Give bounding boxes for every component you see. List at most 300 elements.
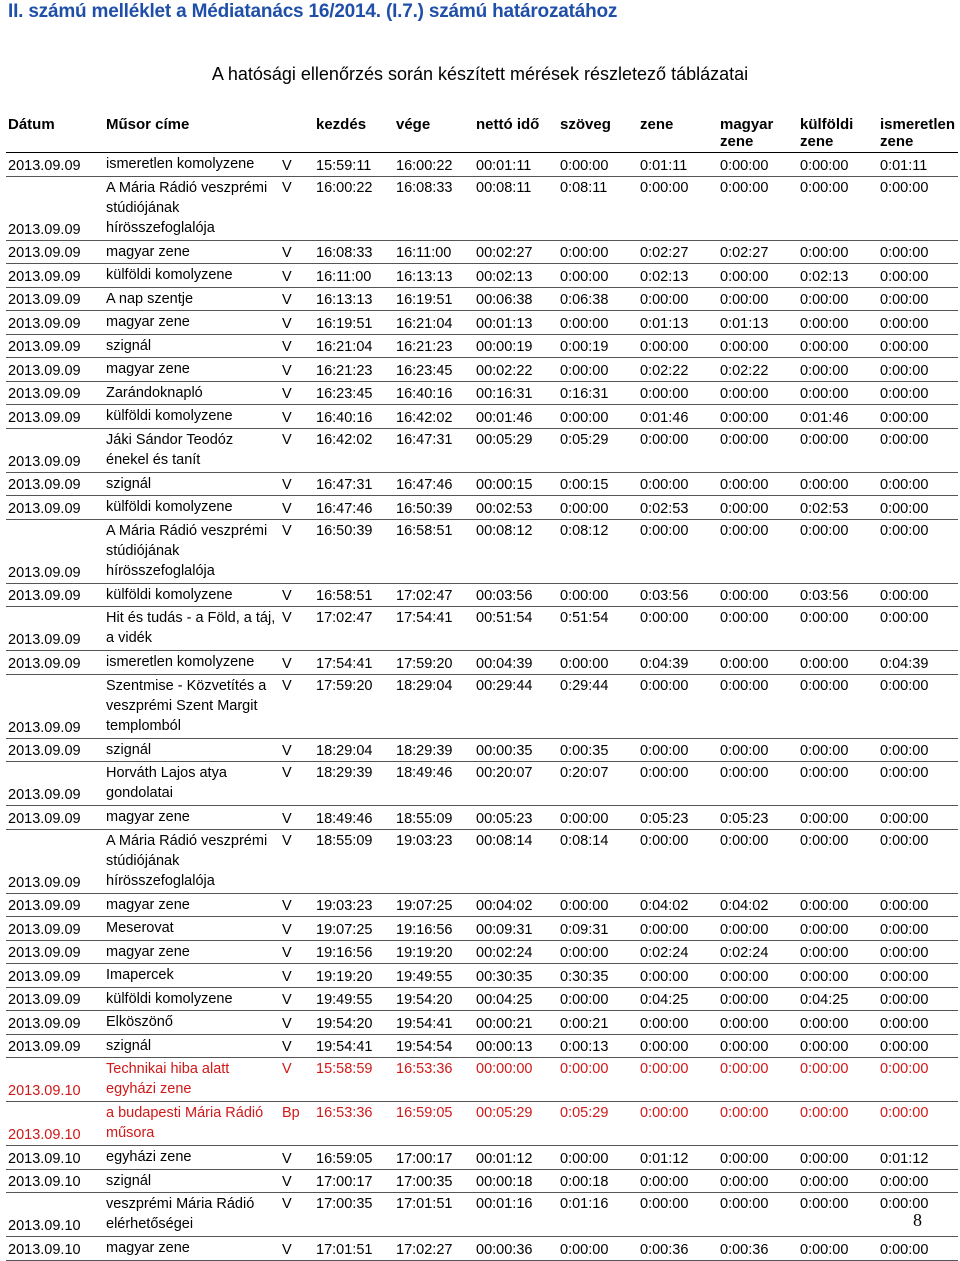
cell-date: 2013.09.09: [6, 240, 104, 264]
cell-net-time: 00:02:22: [474, 358, 558, 382]
table-body: [6, 153, 958, 1261]
cell-hungarian-music: 0:00:00: [718, 176, 798, 240]
cell-net-time: 00:16:31: [474, 381, 558, 405]
cell-unknown-music: 0:00:00: [878, 428, 958, 472]
cell-net-time: 00:01:11: [474, 153, 558, 177]
table-row: [6, 651, 958, 675]
cell-foreign-music: 0:00:00: [798, 472, 878, 496]
cell-date: 2013.09.10: [6, 1146, 104, 1170]
cell-text: 0:00:00: [558, 311, 638, 335]
cell-start: 16:50:39: [314, 519, 394, 583]
table-row: [6, 334, 958, 358]
cell-start: 16:42:02: [314, 428, 394, 472]
cell-start: 17:00:35: [314, 1193, 394, 1237]
cell-program: Hit és tudás - a Föld, a táj, a vidék: [104, 607, 280, 651]
cell-start: 15:59:11: [314, 153, 394, 177]
cell-music: 0:00:00: [638, 674, 718, 738]
cell-type: V: [280, 153, 314, 177]
cell-type: V: [280, 806, 314, 830]
cell-date: 2013.09.09: [6, 738, 104, 762]
cell-start: 16:00:22: [314, 176, 394, 240]
table-row: [6, 583, 958, 607]
cell-hungarian-music: 0:00:36: [718, 1237, 798, 1261]
table-row: [6, 240, 958, 264]
cell-type: V: [280, 893, 314, 917]
cell-hungarian-music: 0:00:00: [718, 987, 798, 1011]
cell-text: 0:00:35: [558, 738, 638, 762]
cell-date: 2013.09.09: [6, 519, 104, 583]
table-row: [6, 1146, 958, 1170]
cell-music: 0:00:00: [638, 829, 718, 893]
cell-program: magyar zene: [104, 1237, 280, 1261]
cell-start: 19:54:41: [314, 1034, 394, 1058]
cell-end: 17:00:35: [394, 1169, 474, 1193]
cell-program: magyar zene: [104, 358, 280, 382]
cell-net-time: 00:08:12: [474, 519, 558, 583]
cell-foreign-music: 0:00:00: [798, 358, 878, 382]
col-header-hungarian-music: magyar zene: [718, 112, 798, 153]
cell-net-time: 00:29:44: [474, 674, 558, 738]
cell-text: 0:00:00: [558, 1237, 638, 1261]
table-row: [6, 176, 958, 240]
cell-foreign-music: 0:02:13: [798, 264, 878, 288]
cell-net-time: 00:09:31: [474, 917, 558, 941]
cell-date: 2013.09.09: [6, 1034, 104, 1058]
cell-text: 0:00:13: [558, 1034, 638, 1058]
cell-foreign-music: 0:00:00: [798, 240, 878, 264]
cell-type: V: [280, 1169, 314, 1193]
cell-foreign-music: 0:00:00: [798, 607, 878, 651]
cell-unknown-music: 0:00:00: [878, 738, 958, 762]
cell-start: 16:47:31: [314, 472, 394, 496]
cell-unknown-music: 0:00:00: [878, 334, 958, 358]
cell-net-time: 00:04:39: [474, 651, 558, 675]
cell-hungarian-music: 0:00:00: [718, 829, 798, 893]
cell-program: Meserovat: [104, 917, 280, 941]
table-row: [6, 1058, 958, 1102]
cell-type: V: [280, 496, 314, 520]
cell-end: 16:42:02: [394, 405, 474, 429]
cell-unknown-music: 0:00:00: [878, 264, 958, 288]
cell-date: 2013.09.09: [6, 940, 104, 964]
cell-text: 0:08:11: [558, 176, 638, 240]
cell-program: külföldi komolyzene: [104, 583, 280, 607]
cell-net-time: 00:30:35: [474, 964, 558, 988]
col-header-type: [280, 112, 314, 153]
cell-hungarian-music: 0:00:00: [718, 762, 798, 806]
cell-hungarian-music: 0:00:00: [718, 738, 798, 762]
cell-end: 18:49:46: [394, 762, 474, 806]
table-row: [6, 738, 958, 762]
cell-start: 19:16:56: [314, 940, 394, 964]
cell-start: 18:55:09: [314, 829, 394, 893]
cell-date: 2013.09.09: [6, 964, 104, 988]
cell-end: 17:00:17: [394, 1146, 474, 1170]
cell-music: 0:00:00: [638, 762, 718, 806]
cell-unknown-music: 0:00:00: [878, 583, 958, 607]
cell-type: V: [280, 964, 314, 988]
cell-start: 16:11:00: [314, 264, 394, 288]
cell-type: V: [280, 1146, 314, 1170]
cell-end: 16:11:00: [394, 240, 474, 264]
cell-start: 15:58:59: [314, 1058, 394, 1102]
cell-music: 0:00:00: [638, 176, 718, 240]
cell-net-time: 00:02:27: [474, 240, 558, 264]
cell-foreign-music: 0:00:00: [798, 917, 878, 941]
cell-text: 0:08:14: [558, 829, 638, 893]
cell-end: 16:08:33: [394, 176, 474, 240]
cell-foreign-music: 0:00:00: [798, 428, 878, 472]
cell-date: 2013.09.09: [6, 472, 104, 496]
cell-program: Jáki Sándor Teodóz énekel és tanít: [104, 428, 280, 472]
cell-hungarian-music: 0:00:00: [718, 1169, 798, 1193]
cell-hungarian-music: 0:00:00: [718, 1193, 798, 1237]
cell-net-time: 00:03:56: [474, 583, 558, 607]
cell-music: 0:00:00: [638, 738, 718, 762]
cell-program: A nap szentje: [104, 287, 280, 311]
cell-music: 0:03:56: [638, 583, 718, 607]
cell-type: V: [280, 674, 314, 738]
cell-foreign-music: 0:00:00: [798, 153, 878, 177]
table-row: [6, 893, 958, 917]
cell-hungarian-music: 0:00:00: [718, 1011, 798, 1035]
cell-program: külföldi komolyzene: [104, 496, 280, 520]
cell-end: 17:59:20: [394, 651, 474, 675]
cell-hungarian-music: 0:00:00: [718, 1058, 798, 1102]
table-row: [6, 472, 958, 496]
cell-music: 0:00:00: [638, 1169, 718, 1193]
page-number: 8: [913, 1210, 922, 1230]
cell-unknown-music: 0:00:00: [878, 1102, 958, 1146]
cell-date: 2013.09.09: [6, 651, 104, 675]
cell-type: V: [280, 829, 314, 893]
cell-hungarian-music: 0:00:00: [718, 405, 798, 429]
cell-music: 0:00:00: [638, 428, 718, 472]
cell-start: 19:07:25: [314, 917, 394, 941]
cell-music: 0:04:02: [638, 893, 718, 917]
cell-program: Technikai hiba alatt egyházi zene: [104, 1058, 280, 1102]
cell-net-time: 00:05:23: [474, 806, 558, 830]
cell-net-time: 00:01:12: [474, 1146, 558, 1170]
cell-type: V: [280, 607, 314, 651]
cell-date: 2013.09.09: [6, 287, 104, 311]
cell-foreign-music: 0:00:00: [798, 1034, 878, 1058]
cell-start: 18:29:04: [314, 738, 394, 762]
cell-text: 0:00:00: [558, 496, 638, 520]
cell-unknown-music: 0:00:00: [878, 1193, 958, 1237]
cell-program: szignál: [104, 334, 280, 358]
table-header-row: [6, 112, 958, 153]
cell-unknown-music: 0:00:00: [878, 806, 958, 830]
cell-unknown-music: 0:00:00: [878, 381, 958, 405]
cell-program: magyar zene: [104, 893, 280, 917]
cell-text: 0:00:00: [558, 987, 638, 1011]
cell-text: 0:00:19: [558, 334, 638, 358]
cell-music: 0:02:24: [638, 940, 718, 964]
cell-program: szignál: [104, 1034, 280, 1058]
cell-music: 0:00:00: [638, 1193, 718, 1237]
cell-date: 2013.09.09: [6, 428, 104, 472]
col-header-music: zene: [638, 112, 718, 153]
cell-text: 0:00:00: [558, 358, 638, 382]
cell-program: Horváth Lajos atya gondolatai: [104, 762, 280, 806]
cell-type: V: [280, 381, 314, 405]
cell-net-time: 00:00:35: [474, 738, 558, 762]
annex-title: II. számú melléklet a Médiatanács 16/2014. (I.7.) számú határozatához: [8, 1, 618, 22]
cell-net-time: 00:04:25: [474, 987, 558, 1011]
cell-start: 19:54:20: [314, 1011, 394, 1035]
cell-foreign-music: 0:00:00: [798, 651, 878, 675]
cell-type: V: [280, 1011, 314, 1035]
cell-hungarian-music: 0:00:00: [718, 264, 798, 288]
cell-start: 19:19:20: [314, 964, 394, 988]
col-header-date: Dátum: [6, 112, 104, 153]
cell-music: 0:01:13: [638, 311, 718, 335]
cell-type: V: [280, 428, 314, 472]
cell-foreign-music: 0:00:00: [798, 674, 878, 738]
cell-foreign-music: 0:02:53: [798, 496, 878, 520]
cell-date: 2013.09.10: [6, 1102, 104, 1146]
cell-music: 0:00:00: [638, 1058, 718, 1102]
cell-text: 0:05:29: [558, 428, 638, 472]
cell-date: 2013.09.09: [6, 806, 104, 830]
cell-hungarian-music: 0:04:02: [718, 893, 798, 917]
cell-foreign-music: 0:00:00: [798, 893, 878, 917]
cell-end: 16:21:23: [394, 334, 474, 358]
cell-hungarian-music: 0:00:00: [718, 583, 798, 607]
cell-music: 0:01:12: [638, 1146, 718, 1170]
cell-music: 0:00:00: [638, 917, 718, 941]
table-row: [6, 917, 958, 941]
cell-program: magyar zene: [104, 940, 280, 964]
cell-unknown-music: 0:01:11: [878, 153, 958, 177]
cell-music: 0:00:00: [638, 519, 718, 583]
cell-net-time: 00:08:11: [474, 176, 558, 240]
cell-net-time: 00:00:18: [474, 1169, 558, 1193]
cell-date: 2013.09.09: [6, 762, 104, 806]
cell-start: 16:08:33: [314, 240, 394, 264]
table-row: [6, 1011, 958, 1035]
cell-hungarian-music: 0:00:00: [718, 917, 798, 941]
cell-hungarian-music: 0:01:13: [718, 311, 798, 335]
cell-net-time: 00:20:07: [474, 762, 558, 806]
cell-type: V: [280, 651, 314, 675]
table-row: [6, 381, 958, 405]
cell-end: 19:16:56: [394, 917, 474, 941]
cell-text: 0:00:00: [558, 940, 638, 964]
table-row: [6, 1034, 958, 1058]
cell-unknown-music: 0:00:00: [878, 917, 958, 941]
cell-date: 2013.09.09: [6, 987, 104, 1011]
cell-start: 16:13:13: [314, 287, 394, 311]
cell-end: 19:54:54: [394, 1034, 474, 1058]
table-row: [6, 311, 958, 335]
cell-end: 16:00:22: [394, 153, 474, 177]
cell-date: 2013.09.09: [6, 381, 104, 405]
cell-hungarian-music: 0:02:24: [718, 940, 798, 964]
col-header-start: kezdés: [314, 112, 394, 153]
cell-program: külföldi komolyzene: [104, 264, 280, 288]
cell-date: 2013.09.09: [6, 917, 104, 941]
cell-net-time: 00:02:13: [474, 264, 558, 288]
cell-unknown-music: 0:00:00: [878, 358, 958, 382]
cell-net-time: 00:01:16: [474, 1193, 558, 1237]
cell-end: 16:59:05: [394, 1102, 474, 1146]
cell-foreign-music: 0:03:56: [798, 583, 878, 607]
cell-date: 2013.09.10: [6, 1237, 104, 1261]
cell-text: 0:00:00: [558, 264, 638, 288]
cell-hungarian-music: 0:00:00: [718, 153, 798, 177]
table-row: [6, 964, 958, 988]
cell-end: 16:13:13: [394, 264, 474, 288]
cell-type: V: [280, 583, 314, 607]
cell-music: 0:00:00: [638, 334, 718, 358]
cell-foreign-music: 0:00:00: [798, 176, 878, 240]
table-row: [6, 607, 958, 651]
cell-foreign-music: 0:00:00: [798, 1193, 878, 1237]
cell-start: 17:01:51: [314, 1237, 394, 1261]
cell-foreign-music: 0:00:00: [798, 1237, 878, 1261]
cell-date: 2013.09.10: [6, 1058, 104, 1102]
cell-foreign-music: 0:00:00: [798, 311, 878, 335]
table-row: [6, 806, 958, 830]
cell-unknown-music: 0:00:00: [878, 519, 958, 583]
cell-foreign-music: 0:00:00: [798, 1146, 878, 1170]
cell-end: 16:21:04: [394, 311, 474, 335]
cell-music: 0:00:00: [638, 287, 718, 311]
cell-start: 18:49:46: [314, 806, 394, 830]
cell-start: 16:59:05: [314, 1146, 394, 1170]
cell-text: 0:00:00: [558, 1146, 638, 1170]
cell-date: 2013.09.09: [6, 358, 104, 382]
cell-music: 0:04:39: [638, 651, 718, 675]
cell-program: külföldi komolyzene: [104, 987, 280, 1011]
cell-end: 18:29:39: [394, 738, 474, 762]
cell-program: A Mária Rádió veszprémi stúdiójának hírösszefoglalója: [104, 829, 280, 893]
cell-hungarian-music: 0:00:00: [718, 472, 798, 496]
cell-start: 19:49:55: [314, 987, 394, 1011]
cell-net-time: 00:00:15: [474, 472, 558, 496]
cell-date: 2013.09.09: [6, 405, 104, 429]
table-row: [6, 496, 958, 520]
cell-program: A Mária Rádió veszprémi stúdiójának hírösszefoglalója: [104, 519, 280, 583]
cell-end: 16:50:39: [394, 496, 474, 520]
cell-type: Bp: [280, 1102, 314, 1146]
cell-hungarian-music: 0:00:00: [718, 519, 798, 583]
cell-music: 0:00:00: [638, 381, 718, 405]
cell-date: 2013.09.09: [6, 1011, 104, 1035]
cell-net-time: 00:01:46: [474, 405, 558, 429]
cell-unknown-music: 0:01:12: [878, 1146, 958, 1170]
cell-program: magyar zene: [104, 240, 280, 264]
cell-foreign-music: 0:00:00: [798, 1169, 878, 1193]
cell-text: 0:00:18: [558, 1169, 638, 1193]
cell-foreign-music: 0:00:00: [798, 762, 878, 806]
cell-program: magyar zene: [104, 806, 280, 830]
cell-hungarian-music: 0:00:00: [718, 607, 798, 651]
cell-end: 16:19:51: [394, 287, 474, 311]
cell-program: Imapercek: [104, 964, 280, 988]
cell-start: 17:00:17: [314, 1169, 394, 1193]
cell-hungarian-music: 0:00:00: [718, 428, 798, 472]
cell-unknown-music: 0:00:00: [878, 405, 958, 429]
cell-type: V: [280, 472, 314, 496]
cell-hungarian-music: 0:00:00: [718, 496, 798, 520]
cell-type: V: [280, 762, 314, 806]
cell-type: V: [280, 1237, 314, 1261]
cell-hungarian-music: 0:02:22: [718, 358, 798, 382]
cell-end: 19:07:25: [394, 893, 474, 917]
col-header-foreign-music: külföldi zene: [798, 112, 878, 153]
cell-music: 0:00:00: [638, 964, 718, 988]
cell-hungarian-music: 0:00:00: [718, 674, 798, 738]
cell-hungarian-music: 0:00:00: [718, 964, 798, 988]
cell-type: V: [280, 987, 314, 1011]
cell-date: 2013.09.10: [6, 1169, 104, 1193]
cell-end: 18:55:09: [394, 806, 474, 830]
cell-type: V: [280, 287, 314, 311]
cell-type: V: [280, 240, 314, 264]
cell-end: 17:54:41: [394, 607, 474, 651]
cell-text: 0:00:00: [558, 240, 638, 264]
cell-net-time: 00:00:36: [474, 1237, 558, 1261]
cell-foreign-music: 0:00:00: [798, 806, 878, 830]
col-header-unknown-music: ismeretlen zene: [878, 112, 958, 153]
measurement-table: [6, 112, 958, 1261]
cell-foreign-music: 0:00:00: [798, 940, 878, 964]
table-row: [6, 1193, 958, 1237]
cell-foreign-music: 0:01:46: [798, 405, 878, 429]
cell-net-time: 00:00:13: [474, 1034, 558, 1058]
cell-foreign-music: 0:00:00: [798, 1011, 878, 1035]
cell-start: 16:40:16: [314, 405, 394, 429]
cell-end: 16:40:16: [394, 381, 474, 405]
cell-unknown-music: 0:00:00: [878, 496, 958, 520]
table-row: [6, 264, 958, 288]
cell-type: V: [280, 1193, 314, 1237]
cell-type: V: [280, 334, 314, 358]
cell-text: 0:20:07: [558, 762, 638, 806]
cell-end: 19:54:20: [394, 987, 474, 1011]
cell-unknown-music: 0:00:00: [878, 762, 958, 806]
cell-date: 2013.09.09: [6, 311, 104, 335]
cell-foreign-music: 0:00:00: [798, 964, 878, 988]
cell-end: 19:03:23: [394, 829, 474, 893]
cell-start: 16:23:45: [314, 381, 394, 405]
cell-date: 2013.09.09: [6, 264, 104, 288]
table-row: [6, 987, 958, 1011]
cell-type: V: [280, 176, 314, 240]
cell-end: 16:58:51: [394, 519, 474, 583]
cell-type: V: [280, 358, 314, 382]
cell-net-time: 00:00:19: [474, 334, 558, 358]
cell-text: 0:29:44: [558, 674, 638, 738]
cell-end: 16:47:46: [394, 472, 474, 496]
cell-net-time: 00:02:24: [474, 940, 558, 964]
cell-type: V: [280, 738, 314, 762]
table-row: [6, 940, 958, 964]
cell-unknown-music: 0:00:00: [878, 964, 958, 988]
cell-start: 17:54:41: [314, 651, 394, 675]
col-header-end: vége: [394, 112, 474, 153]
cell-text: 0:00:00: [558, 806, 638, 830]
cell-type: V: [280, 264, 314, 288]
cell-end: 18:29:04: [394, 674, 474, 738]
cell-end: 17:01:51: [394, 1193, 474, 1237]
cell-program: külföldi komolyzene: [104, 405, 280, 429]
cell-date: 2013.09.09: [6, 583, 104, 607]
cell-type: V: [280, 1034, 314, 1058]
